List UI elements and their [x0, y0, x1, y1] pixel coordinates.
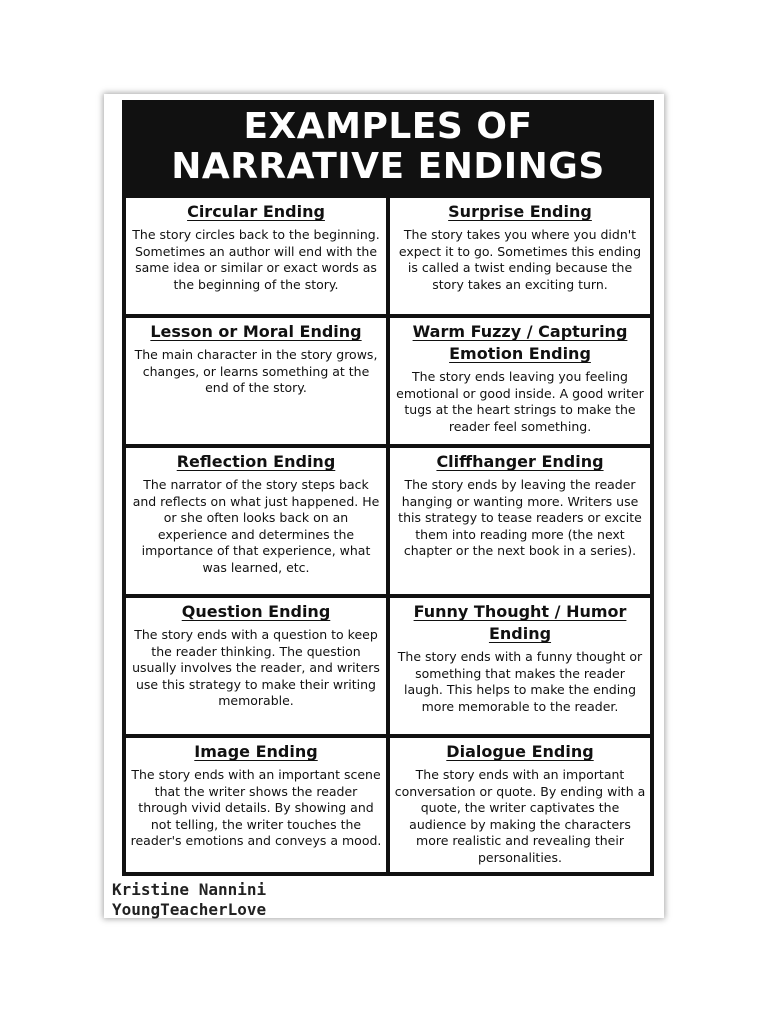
ending-description: The story takes you where you didn't expect it to go. Sometimes this ending is called a twist ending because the story takes an exciting turn.	[398, 227, 642, 292]
ending-title: Warm Fuzzy / Capturing Emotion Ending	[412, 322, 628, 363]
ending-description: The main character in the story grows, changes, or learns something at the end of the story.	[134, 347, 378, 395]
ending-description: The story ends with an important scene that the writer shows the reader through vivid details. By showing and not telling, the writer touches the reader's emotions and conveys a mood.	[130, 767, 382, 848]
ending-description: The narrator of the story steps back and reflects on what just happened. He or she often looks back on an experience and determines the importance of that experience, what was learned, etc.	[132, 477, 380, 575]
ending-warm-fuzzy	[390, 318, 650, 444]
author-credit	[112, 880, 266, 920]
ending-description: The story circles back to the beginning. Sometimes an author will end with the same idea or similar or exact words as the beginning of the story.	[132, 227, 380, 292]
ending-title: Surprise Ending	[448, 202, 592, 221]
ending-image	[126, 738, 386, 872]
ending-cliffhanger	[390, 448, 650, 594]
ending-funny-thought	[390, 598, 650, 734]
ending-title: Reflection Ending	[176, 452, 336, 471]
endings-grid	[122, 194, 654, 876]
ending-title: Question Ending	[181, 602, 331, 621]
ending-description: The story ends leaving you feeling emotional or good inside. A good writer tugs at the heart strings to make the reader feel something.	[396, 369, 644, 434]
ending-dialogue	[390, 738, 650, 872]
ending-surprise	[390, 198, 650, 314]
ending-title: Dialogue Ending	[446, 742, 594, 761]
ending-title: Image Ending	[194, 742, 318, 761]
ending-title: Funny Thought / Humor Ending	[413, 602, 627, 643]
poster	[104, 94, 664, 918]
ending-description: The story ends with an important conversation or quote. By ending with a quote, the writer captivates the audience by making the characters more realistic and revealing their personalities.	[394, 767, 646, 865]
ending-reflection	[126, 448, 386, 594]
ending-description: The story ends with a funny thought or something that makes the reader laugh. This helps to make the ending more memorable to the reader.	[397, 649, 643, 714]
ending-title: Cliffhanger Ending	[436, 452, 604, 471]
ending-question	[126, 598, 386, 734]
author-name: Kristine Nannini	[112, 880, 267, 899]
author-brand: YoungTeacherLove	[112, 900, 267, 919]
ending-circular	[126, 198, 386, 314]
title-line-2: NARRATIVE ENDINGS	[171, 146, 605, 187]
title-line-1: EXAMPLES OF	[243, 106, 533, 147]
ending-lesson-moral	[126, 318, 386, 444]
poster-title	[122, 100, 654, 194]
ending-description: The story ends with a question to keep the reader thinking. The question usually involves the reader, and writers use this strategy to make their writing memorable.	[132, 627, 380, 708]
ending-title: Lesson or Moral Ending	[150, 322, 362, 341]
ending-title: Circular Ending	[187, 202, 325, 221]
ending-description: The story ends by leaving the reader hanging or wanting more. Writers use this strategy to tease readers or excite them into reading more (the next chapter or the next book in a series).	[398, 477, 642, 558]
